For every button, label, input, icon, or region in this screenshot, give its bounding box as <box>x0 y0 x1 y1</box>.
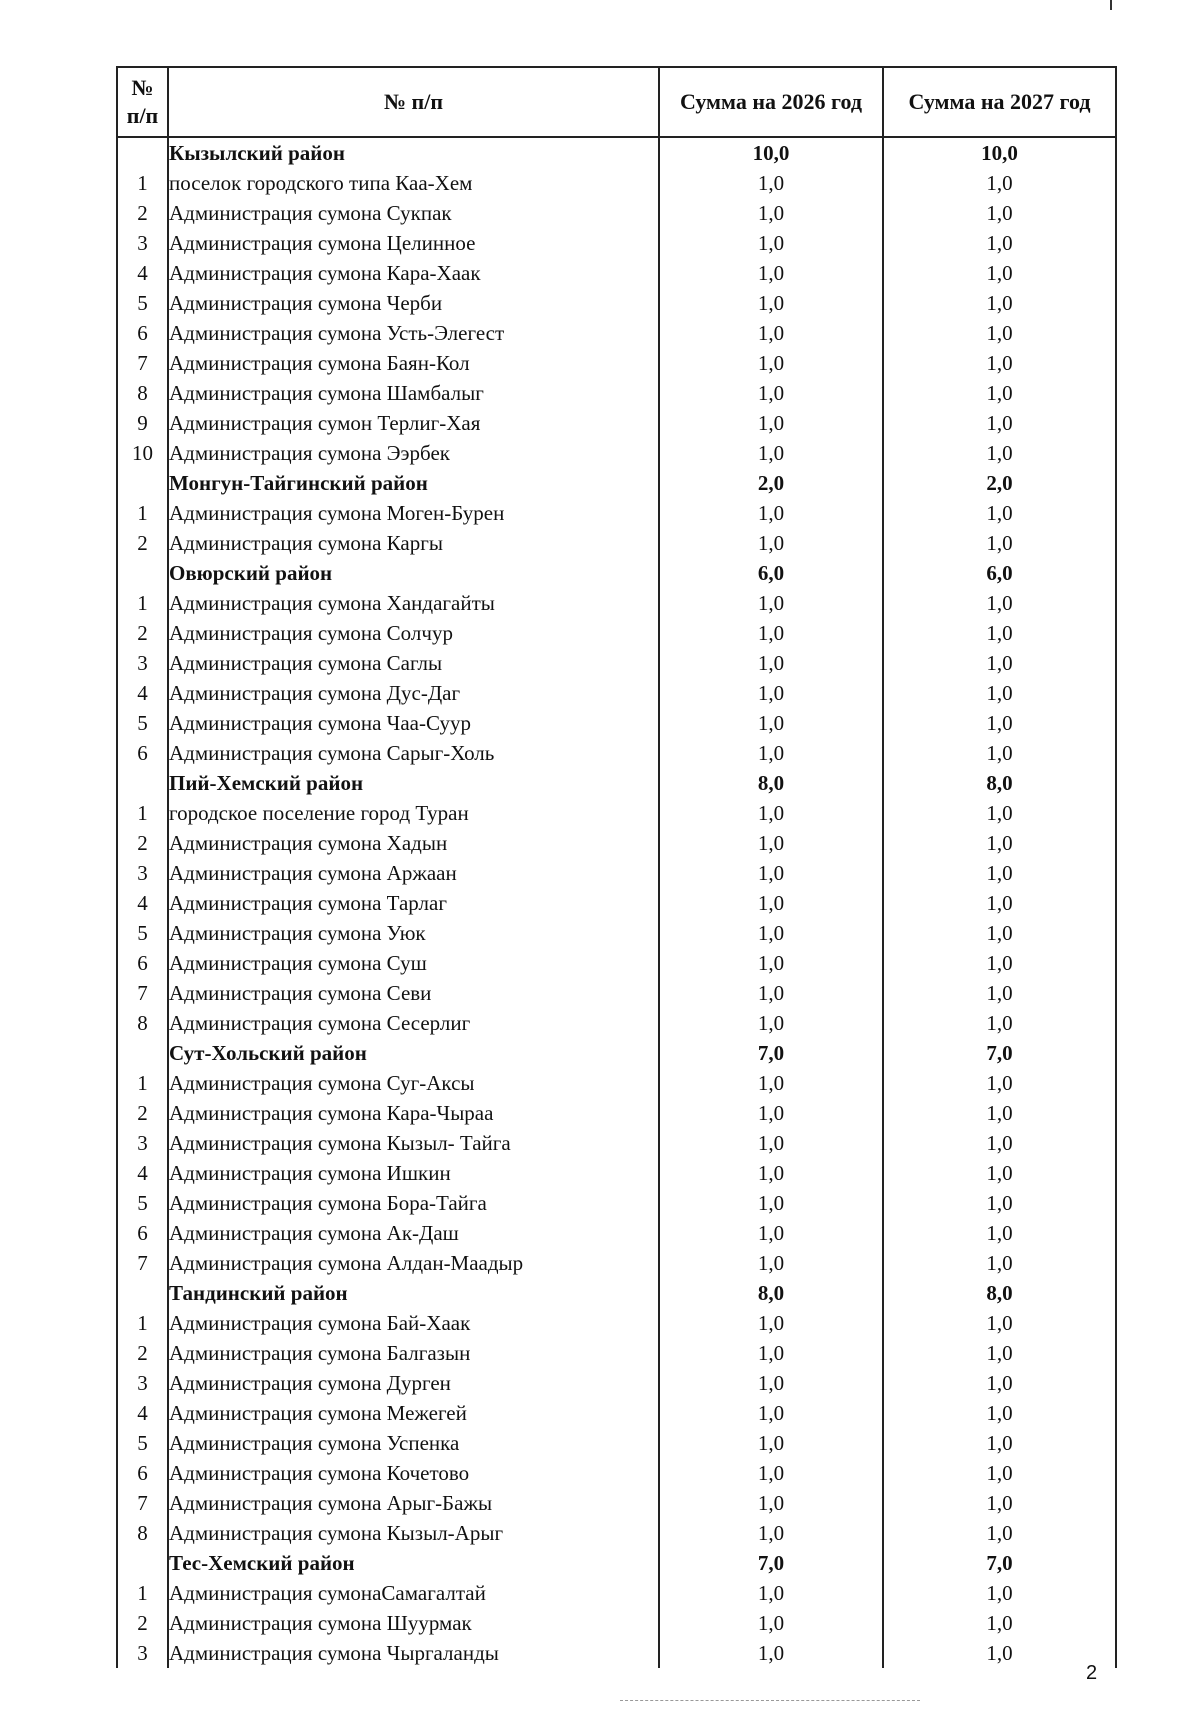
table-row <box>117 678 1116 708</box>
row-sum-2027: 1,0 <box>883 1368 1116 1398</box>
table-row <box>117 978 1116 1008</box>
row-number: 4 <box>117 678 168 708</box>
row-sum-2026: 6,0 <box>659 558 883 588</box>
row-sum-2027: 1,0 <box>883 858 1116 888</box>
row-sum-2026: 1,0 <box>659 1308 883 1338</box>
scan-edge-mark <box>1110 0 1112 10</box>
row-sum-2026: 1,0 <box>659 198 883 228</box>
row-sum-2027: 1,0 <box>883 1098 1116 1128</box>
row-sum-2027: 1,0 <box>883 288 1116 318</box>
row-number: 5 <box>117 288 168 318</box>
row-sum-2026: 1,0 <box>659 1068 883 1098</box>
row-sum-2026: 2,0 <box>659 468 883 498</box>
row-number: 2 <box>117 198 168 228</box>
district-row <box>117 1278 1116 1308</box>
row-sum-2026: 1,0 <box>659 1608 883 1638</box>
row-name: Администрация сумона Уюк <box>168 918 659 948</box>
row-name: Администрация сумона Сарыг-Холь <box>168 738 659 768</box>
table-row <box>117 1248 1116 1278</box>
row-sum-2027: 8,0 <box>883 768 1116 798</box>
row-number <box>117 558 168 588</box>
row-number: 3 <box>117 1638 168 1668</box>
row-number: 4 <box>117 1158 168 1188</box>
row-sum-2026: 1,0 <box>659 1188 883 1218</box>
row-number: 3 <box>117 1128 168 1158</box>
row-sum-2027: 1,0 <box>883 318 1116 348</box>
district-row <box>117 137 1116 168</box>
row-name: Администрация сумона Севи <box>168 978 659 1008</box>
row-sum-2027: 1,0 <box>883 1638 1116 1668</box>
table-row <box>117 708 1116 738</box>
header-name: № п/п <box>168 67 659 137</box>
row-name: Администрация сумона Дус-Даг <box>168 678 659 708</box>
row-sum-2026: 1,0 <box>659 708 883 738</box>
table-row <box>117 1458 1116 1488</box>
row-number <box>117 768 168 798</box>
row-sum-2027: 1,0 <box>883 1068 1116 1098</box>
table-row <box>117 228 1116 258</box>
row-name: Администрация сумона Дурген <box>168 1368 659 1398</box>
row-number: 7 <box>117 978 168 1008</box>
row-number: 1 <box>117 498 168 528</box>
row-name: Тес-Хемский район <box>168 1548 659 1578</box>
page-number: 2 <box>1086 1662 1098 1684</box>
row-number: 5 <box>117 1428 168 1458</box>
row-sum-2026: 1,0 <box>659 1578 883 1608</box>
row-name: Администрация сумона Бора-Тайга <box>168 1188 659 1218</box>
row-sum-2026: 1,0 <box>659 858 883 888</box>
row-sum-2026: 1,0 <box>659 348 883 378</box>
row-name: Администрация сумона Кочетово <box>168 1458 659 1488</box>
row-number: 10 <box>117 438 168 468</box>
table-row <box>117 1638 1116 1668</box>
table-row <box>117 1488 1116 1518</box>
table-row <box>117 918 1116 948</box>
table-row <box>117 438 1116 468</box>
row-sum-2027: 1,0 <box>883 528 1116 558</box>
row-number: 8 <box>117 1518 168 1548</box>
row-sum-2027: 1,0 <box>883 438 1116 468</box>
table-row <box>117 1188 1116 1218</box>
row-sum-2027: 1,0 <box>883 648 1116 678</box>
row-name: Администрация сумона Суг-Аксы <box>168 1068 659 1098</box>
row-sum-2026: 1,0 <box>659 1638 883 1668</box>
row-sum-2027: 1,0 <box>883 168 1116 198</box>
header-num: № п/п <box>117 67 168 137</box>
header-sum-2026: Сумма на 2026 год <box>659 67 883 137</box>
row-name: Администрация сумона Шуурмак <box>168 1608 659 1638</box>
row-sum-2026: 1,0 <box>659 288 883 318</box>
row-sum-2026: 1,0 <box>659 1218 883 1248</box>
row-sum-2027: 8,0 <box>883 1278 1116 1308</box>
row-name: Администрация сумона Тарлаг <box>168 888 659 918</box>
row-number: 4 <box>117 888 168 918</box>
row-name: Администрация сумона Ишкин <box>168 1158 659 1188</box>
row-number: 6 <box>117 738 168 768</box>
row-name: Администрация сумона Ээрбек <box>168 438 659 468</box>
row-number: 6 <box>117 1218 168 1248</box>
row-sum-2026: 1,0 <box>659 1518 883 1548</box>
district-row <box>117 1548 1116 1578</box>
row-name: Администрация сумона Целинное <box>168 228 659 258</box>
table-body <box>117 137 1116 1668</box>
row-sum-2026: 1,0 <box>659 828 883 858</box>
row-number: 2 <box>117 528 168 558</box>
row-sum-2026: 1,0 <box>659 498 883 528</box>
table-row <box>117 1338 1116 1368</box>
row-sum-2027: 10,0 <box>883 137 1116 168</box>
row-number: 2 <box>117 618 168 648</box>
row-number: 7 <box>117 1248 168 1278</box>
row-name: Овюрский район <box>168 558 659 588</box>
row-number <box>117 1548 168 1578</box>
table-row <box>117 648 1116 678</box>
table-row <box>117 288 1116 318</box>
row-number: 1 <box>117 168 168 198</box>
row-name: городское поселение город Туран <box>168 798 659 828</box>
row-number: 8 <box>117 1008 168 1038</box>
row-name: поселок городского типа Каа-Хем <box>168 168 659 198</box>
row-sum-2026: 1,0 <box>659 378 883 408</box>
row-number: 6 <box>117 948 168 978</box>
row-sum-2027: 1,0 <box>883 798 1116 828</box>
row-sum-2026: 1,0 <box>659 1458 883 1488</box>
row-sum-2027: 1,0 <box>883 1128 1116 1158</box>
row-sum-2026: 8,0 <box>659 768 883 798</box>
row-sum-2027: 1,0 <box>883 1248 1116 1278</box>
table-row <box>117 1008 1116 1038</box>
row-number: 4 <box>117 258 168 288</box>
row-sum-2026: 1,0 <box>659 258 883 288</box>
row-sum-2026: 1,0 <box>659 438 883 468</box>
row-number <box>117 1278 168 1308</box>
row-name: Администрация сумона Ак-Даш <box>168 1218 659 1248</box>
row-name: Администрация сумона Кызыл-Арыг <box>168 1518 659 1548</box>
table-row <box>117 258 1116 288</box>
row-name: Пий-Хемский район <box>168 768 659 798</box>
row-name: Администрация сумона Чаа-Суур <box>168 708 659 738</box>
table-row <box>117 1068 1116 1098</box>
row-name: Администрация сумона Арыг-Бажы <box>168 1488 659 1518</box>
row-sum-2027: 1,0 <box>883 408 1116 438</box>
row-sum-2026: 1,0 <box>659 798 883 828</box>
row-sum-2026: 1,0 <box>659 588 883 618</box>
table-row <box>117 348 1116 378</box>
table-row <box>117 498 1116 528</box>
row-name: Администрация сумона Суш <box>168 948 659 978</box>
row-name: Администрация сумона Аржаан <box>168 858 659 888</box>
table-row <box>117 1518 1116 1548</box>
table-row <box>117 588 1116 618</box>
row-sum-2027: 1,0 <box>883 1008 1116 1038</box>
row-sum-2027: 1,0 <box>883 918 1116 948</box>
row-name: Администрация сумона Хандагайты <box>168 588 659 618</box>
row-sum-2027: 1,0 <box>883 1218 1116 1248</box>
table-row <box>117 1308 1116 1338</box>
row-name: Администрация сумона Баян-Кол <box>168 348 659 378</box>
allocation-table <box>116 66 1117 1668</box>
table-row <box>117 948 1116 978</box>
row-sum-2027: 1,0 <box>883 348 1116 378</box>
row-name: Администрация сумона Саглы <box>168 648 659 678</box>
row-number: 2 <box>117 828 168 858</box>
row-name: Администрация сумон Терлиг-Хая <box>168 408 659 438</box>
row-number: 2 <box>117 1338 168 1368</box>
row-sum-2026: 1,0 <box>659 618 883 648</box>
row-sum-2027: 1,0 <box>883 198 1116 228</box>
row-number: 2 <box>117 1098 168 1128</box>
row-number: 9 <box>117 408 168 438</box>
row-sum-2026: 1,0 <box>659 1338 883 1368</box>
row-name: Монгун-Тайгинский район <box>168 468 659 498</box>
row-sum-2027: 1,0 <box>883 498 1116 528</box>
district-row <box>117 768 1116 798</box>
row-sum-2027: 1,0 <box>883 1578 1116 1608</box>
table-row <box>117 888 1116 918</box>
row-name: Администрация сумона Сесерлиг <box>168 1008 659 1038</box>
table-row <box>117 1578 1116 1608</box>
row-name: Тандинский район <box>168 1278 659 1308</box>
row-sum-2026: 7,0 <box>659 1038 883 1068</box>
table-row <box>117 1608 1116 1638</box>
district-row <box>117 1038 1116 1068</box>
table-row <box>117 738 1116 768</box>
table-row <box>117 168 1116 198</box>
row-sum-2027: 1,0 <box>883 1608 1116 1638</box>
table-row <box>117 1428 1116 1458</box>
row-sum-2027: 1,0 <box>883 1158 1116 1188</box>
table-row <box>117 1128 1116 1158</box>
row-sum-2026: 8,0 <box>659 1278 883 1308</box>
table-row <box>117 1368 1116 1398</box>
row-sum-2027: 1,0 <box>883 1458 1116 1488</box>
row-name: Администрация сумонаСамагалтай <box>168 1578 659 1608</box>
row-number: 1 <box>117 1578 168 1608</box>
row-name: Администрация сумона Солчур <box>168 618 659 648</box>
row-sum-2027: 7,0 <box>883 1548 1116 1578</box>
table-row <box>117 1218 1116 1248</box>
table-header-row <box>117 67 1116 137</box>
row-number: 7 <box>117 348 168 378</box>
row-name: Администрация сумона Каргы <box>168 528 659 558</box>
row-number: 5 <box>117 918 168 948</box>
row-sum-2027: 1,0 <box>883 738 1116 768</box>
row-sum-2026: 1,0 <box>659 948 883 978</box>
row-name: Администрация сумона Бай-Хаак <box>168 1308 659 1338</box>
row-sum-2026: 1,0 <box>659 1248 883 1278</box>
row-sum-2027: 1,0 <box>883 258 1116 288</box>
row-name: Администрация сумона Шамбалыг <box>168 378 659 408</box>
row-number: 1 <box>117 588 168 618</box>
row-number: 8 <box>117 378 168 408</box>
row-sum-2027: 1,0 <box>883 828 1116 858</box>
row-sum-2027: 6,0 <box>883 558 1116 588</box>
row-number: 3 <box>117 648 168 678</box>
row-number: 3 <box>117 1368 168 1398</box>
row-sum-2026: 1,0 <box>659 1128 883 1158</box>
row-sum-2026: 1,0 <box>659 678 883 708</box>
row-name: Администрация сумона Черби <box>168 288 659 318</box>
row-sum-2026: 1,0 <box>659 918 883 948</box>
row-sum-2027: 1,0 <box>883 228 1116 258</box>
district-row <box>117 468 1116 498</box>
row-sum-2026: 1,0 <box>659 168 883 198</box>
header-sum-2027: Сумма на 2027 год <box>883 67 1116 137</box>
row-number <box>117 1038 168 1068</box>
row-sum-2026: 1,0 <box>659 318 883 348</box>
row-sum-2026: 1,0 <box>659 1158 883 1188</box>
row-name: Администрация сумона Усть-Элегест <box>168 318 659 348</box>
row-sum-2026: 10,0 <box>659 137 883 168</box>
row-name: Администрация сумона Хадын <box>168 828 659 858</box>
row-sum-2027: 1,0 <box>883 888 1116 918</box>
row-name: Администрация сумона Алдан-Маадыр <box>168 1248 659 1278</box>
table-row <box>117 618 1116 648</box>
row-sum-2027: 1,0 <box>883 588 1116 618</box>
row-sum-2026: 1,0 <box>659 738 883 768</box>
row-sum-2026: 1,0 <box>659 1008 883 1038</box>
row-sum-2026: 1,0 <box>659 978 883 1008</box>
row-number: 4 <box>117 1398 168 1428</box>
row-sum-2026: 1,0 <box>659 648 883 678</box>
row-sum-2026: 1,0 <box>659 1098 883 1128</box>
row-name: Администрация сумона Чыргаланды <box>168 1638 659 1668</box>
scan-bottom-rule <box>620 1700 920 1702</box>
row-number: 1 <box>117 1068 168 1098</box>
table-row <box>117 798 1116 828</box>
row-sum-2027: 1,0 <box>883 1188 1116 1218</box>
row-sum-2027: 1,0 <box>883 1428 1116 1458</box>
row-number: 2 <box>117 1608 168 1638</box>
table-row <box>117 1398 1116 1428</box>
row-number: 5 <box>117 1188 168 1218</box>
table-row <box>117 198 1116 228</box>
row-sum-2027: 1,0 <box>883 948 1116 978</box>
row-number: 3 <box>117 858 168 888</box>
row-name: Администрация сумона Моген-Бурен <box>168 498 659 528</box>
row-sum-2027: 7,0 <box>883 1038 1116 1068</box>
row-sum-2026: 1,0 <box>659 1398 883 1428</box>
row-number: 5 <box>117 708 168 738</box>
row-sum-2027: 1,0 <box>883 1338 1116 1368</box>
table-row <box>117 318 1116 348</box>
row-sum-2026: 1,0 <box>659 888 883 918</box>
row-number: 7 <box>117 1488 168 1518</box>
row-name: Администрация сумона Балгазын <box>168 1338 659 1368</box>
row-sum-2027: 1,0 <box>883 1518 1116 1548</box>
row-number <box>117 137 168 168</box>
row-sum-2026: 1,0 <box>659 1368 883 1398</box>
row-name: Кызылский район <box>168 137 659 168</box>
row-name: Администрация сумона Кара-Хаак <box>168 258 659 288</box>
row-sum-2026: 1,0 <box>659 1488 883 1518</box>
row-sum-2027: 1,0 <box>883 708 1116 738</box>
row-number: 1 <box>117 798 168 828</box>
row-sum-2026: 7,0 <box>659 1548 883 1578</box>
row-sum-2027: 1,0 <box>883 618 1116 648</box>
row-name: Сут-Хольский район <box>168 1038 659 1068</box>
table-row <box>117 1158 1116 1188</box>
row-name: Администрация сумона Кызыл- Тайга <box>168 1128 659 1158</box>
row-number <box>117 468 168 498</box>
table-row <box>117 378 1116 408</box>
row-sum-2027: 1,0 <box>883 1488 1116 1518</box>
row-number: 3 <box>117 228 168 258</box>
row-name: Администрация сумона Кара-Чыраа <box>168 1098 659 1128</box>
row-sum-2026: 1,0 <box>659 1428 883 1458</box>
district-row <box>117 558 1116 588</box>
table-row <box>117 828 1116 858</box>
row-sum-2027: 1,0 <box>883 678 1116 708</box>
row-sum-2026: 1,0 <box>659 408 883 438</box>
row-sum-2027: 1,0 <box>883 978 1116 1008</box>
row-name: Администрация сумона Успенка <box>168 1428 659 1458</box>
row-sum-2027: 1,0 <box>883 378 1116 408</box>
row-number: 1 <box>117 1308 168 1338</box>
table-row <box>117 858 1116 888</box>
table-row <box>117 528 1116 558</box>
row-sum-2026: 1,0 <box>659 528 883 558</box>
row-name: Администрация сумона Межегей <box>168 1398 659 1428</box>
row-sum-2027: 1,0 <box>883 1308 1116 1338</box>
row-number: 6 <box>117 318 168 348</box>
row-sum-2027: 2,0 <box>883 468 1116 498</box>
table-row <box>117 408 1116 438</box>
row-sum-2027: 1,0 <box>883 1398 1116 1428</box>
row-name: Администрация сумона Сукпак <box>168 198 659 228</box>
row-number: 6 <box>117 1458 168 1488</box>
table-row <box>117 1098 1116 1128</box>
row-sum-2026: 1,0 <box>659 228 883 258</box>
